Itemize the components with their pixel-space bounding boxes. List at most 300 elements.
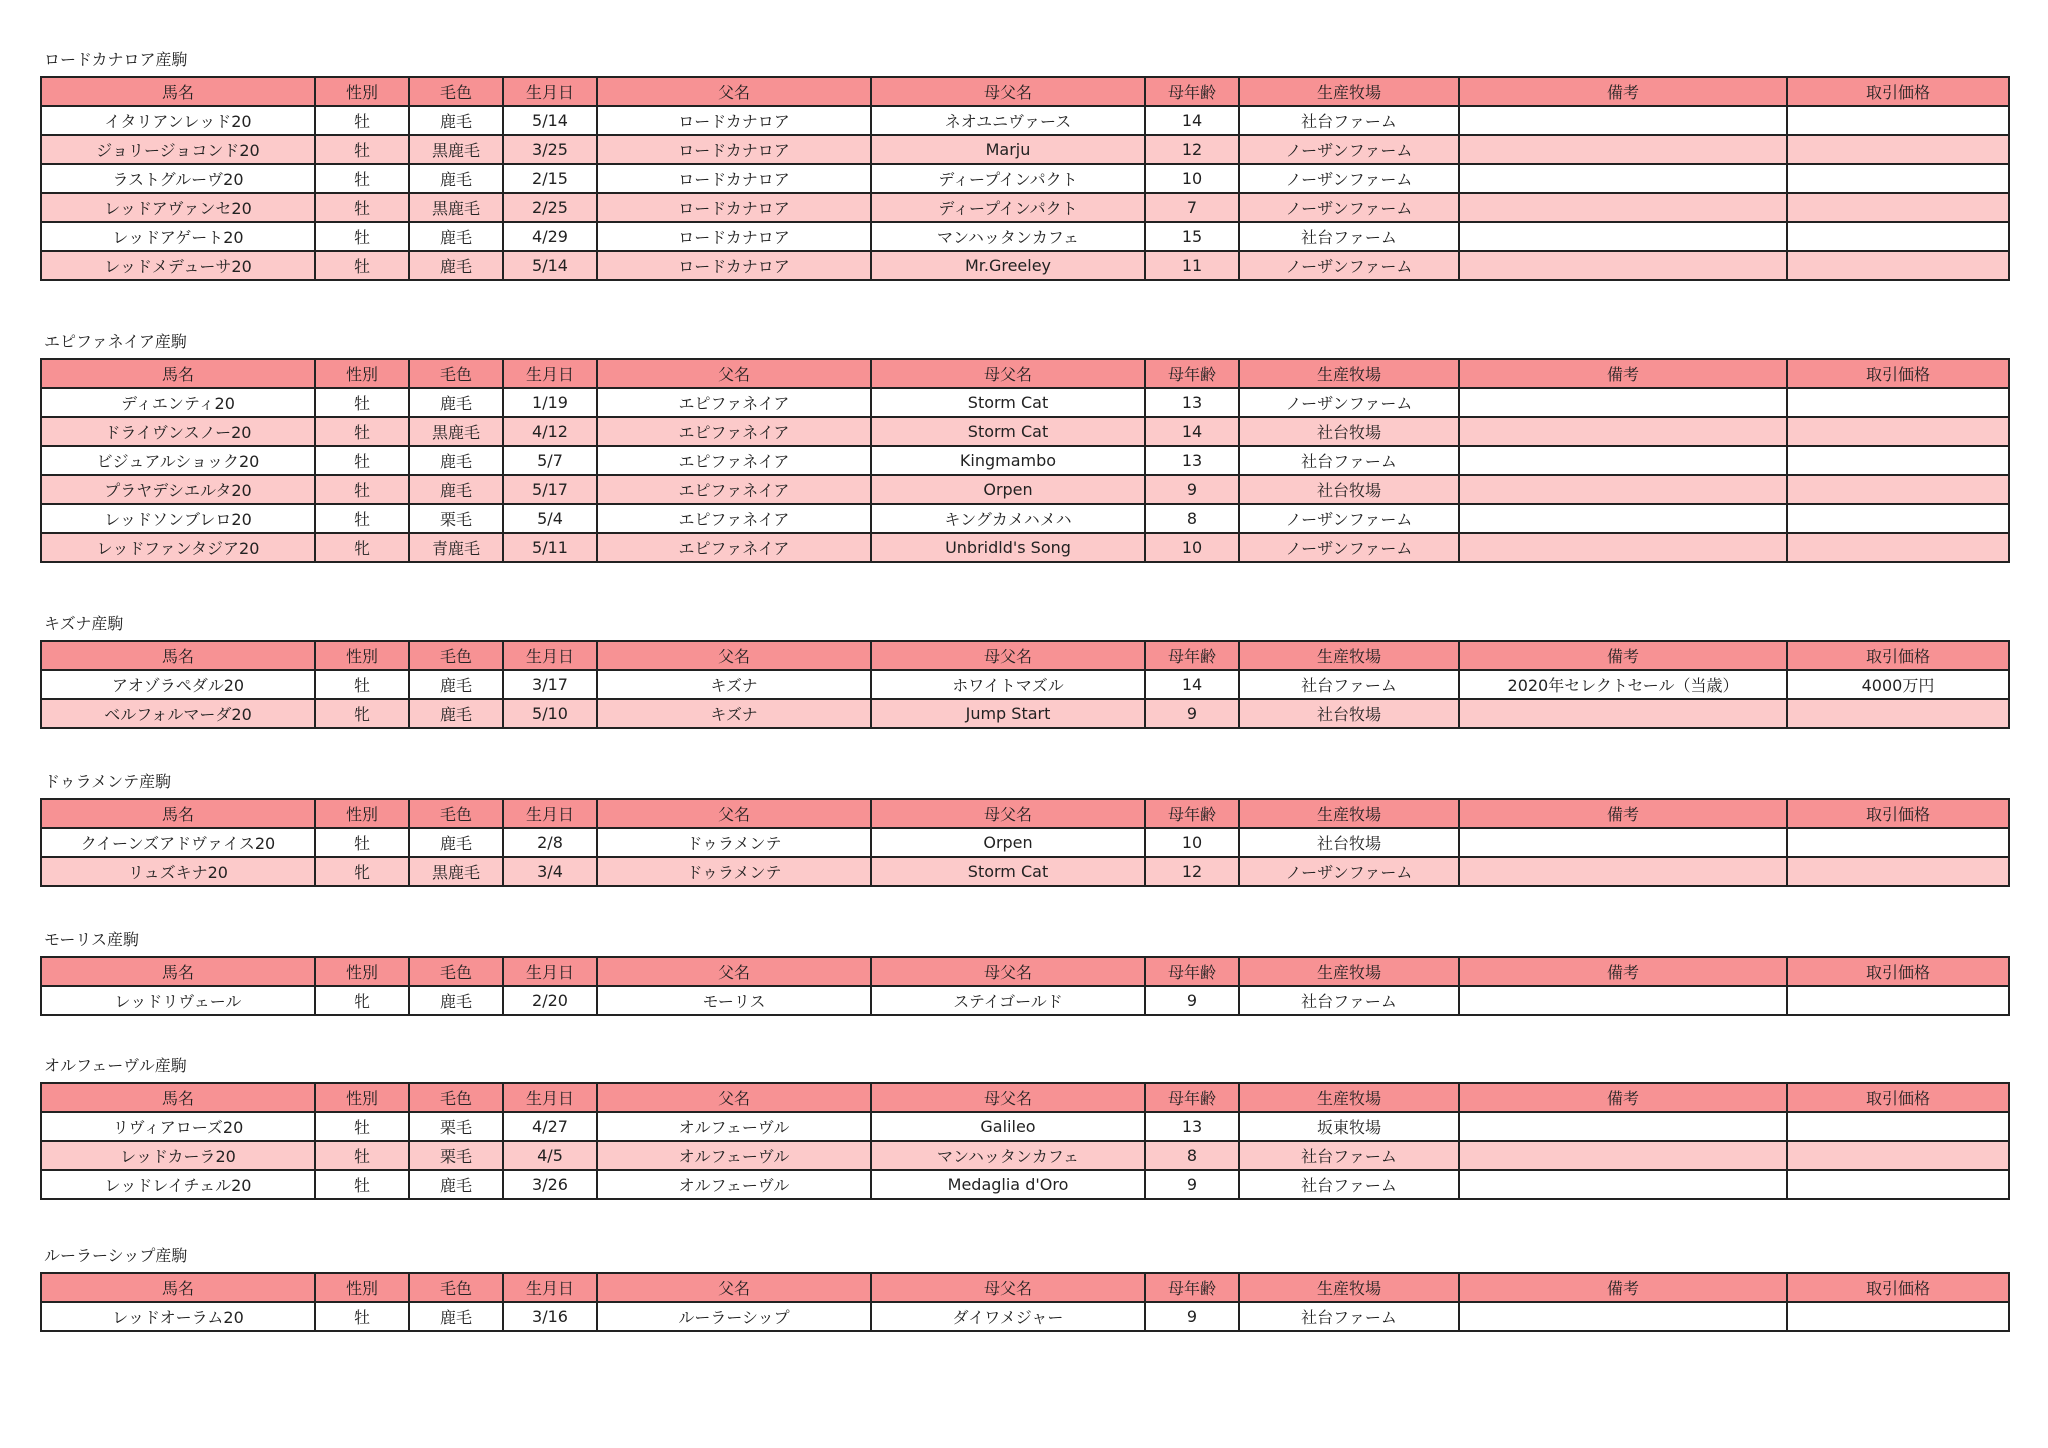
cell-horse-name: レッドソンブレロ20 — [41, 504, 315, 533]
column-header-birth-date: 生月日 — [503, 359, 597, 388]
cell-remarks — [1459, 504, 1787, 533]
cell-coat-color: 鹿毛 — [409, 670, 503, 699]
column-header-horse-name: 馬名 — [41, 77, 315, 106]
column-header-price: 取引価格 — [1787, 1273, 2009, 1302]
cell-sex: 牡 — [315, 446, 409, 475]
cell-sex: 牡 — [315, 388, 409, 417]
column-header-breeder-farm: 生産牧場 — [1239, 77, 1459, 106]
column-header-sire: 父名 — [597, 77, 871, 106]
cell-dam-age: 9 — [1145, 1170, 1239, 1199]
cell-dam-sire: Storm Cat — [871, 857, 1145, 886]
column-header-breeder-farm: 生産牧場 — [1239, 641, 1459, 670]
header-row — [41, 1083, 2009, 1112]
column-header-birth-date: 生月日 — [503, 1273, 597, 1302]
cell-coat-color: 栗毛 — [409, 1112, 503, 1141]
cell-sex: 牡 — [315, 193, 409, 222]
column-header-coat-color: 毛色 — [409, 1273, 503, 1302]
cell-remarks — [1459, 135, 1787, 164]
cell-dam-age: 10 — [1145, 164, 1239, 193]
table-row — [41, 986, 2009, 1015]
cell-sex: 牡 — [315, 106, 409, 135]
cell-sire: ロードカナロア — [597, 106, 871, 135]
header-row — [41, 957, 2009, 986]
column-header-dam-age: 母年齢 — [1145, 799, 1239, 828]
table-row — [41, 533, 2009, 562]
cell-price — [1787, 193, 2009, 222]
column-header-sire: 父名 — [597, 1273, 871, 1302]
table-row — [41, 106, 2009, 135]
cell-coat-color: 青鹿毛 — [409, 533, 503, 562]
cell-remarks — [1459, 193, 1787, 222]
cell-remarks — [1459, 164, 1787, 193]
cell-sire: モーリス — [597, 986, 871, 1015]
cell-dam-sire: ダイワメジャー — [871, 1302, 1145, 1331]
section-title: キズナ産駒 — [44, 614, 124, 633]
sire-section — [40, 930, 2008, 1016]
cell-dam-sire: Mr.Greeley — [871, 251, 1145, 280]
cell-price — [1787, 1112, 2009, 1141]
column-header-horse-name: 馬名 — [41, 1273, 315, 1302]
table-row — [41, 388, 2009, 417]
cell-remarks — [1459, 533, 1787, 562]
column-header-remarks: 備考 — [1459, 1273, 1787, 1302]
cell-dam-age: 8 — [1145, 1141, 1239, 1170]
cell-dam-sire: Marju — [871, 135, 1145, 164]
cell-sex: 牡 — [315, 504, 409, 533]
cell-dam-age: 11 — [1145, 251, 1239, 280]
column-header-sex: 性別 — [315, 1083, 409, 1112]
cell-horse-name: ラストグルーヴ20 — [41, 164, 315, 193]
cell-dam-sire: マンハッタンカフェ — [871, 222, 1145, 251]
column-header-remarks: 備考 — [1459, 641, 1787, 670]
cell-price — [1787, 388, 2009, 417]
cell-price — [1787, 446, 2009, 475]
cell-dam-age: 7 — [1145, 193, 1239, 222]
cell-sire: キズナ — [597, 670, 871, 699]
column-header-breeder-farm: 生産牧場 — [1239, 957, 1459, 986]
cell-remarks — [1459, 417, 1787, 446]
cell-coat-color: 鹿毛 — [409, 106, 503, 135]
cell-price — [1787, 986, 2009, 1015]
column-header-horse-name: 馬名 — [41, 359, 315, 388]
cell-sex: 牡 — [315, 164, 409, 193]
column-header-birth-date: 生月日 — [503, 957, 597, 986]
cell-sex: 牡 — [315, 475, 409, 504]
cell-coat-color: 鹿毛 — [409, 986, 503, 1015]
cell-breeder-farm: ノーザンファーム — [1239, 857, 1459, 886]
column-header-birth-date: 生月日 — [503, 799, 597, 828]
cell-horse-name: クイーンズアドヴァイス20 — [41, 828, 315, 857]
cell-price — [1787, 504, 2009, 533]
cell-dam-sire: Medaglia d'Oro — [871, 1170, 1145, 1199]
column-header-dam-age: 母年齢 — [1145, 77, 1239, 106]
column-header-sire: 父名 — [597, 359, 871, 388]
column-header-breeder-farm: 生産牧場 — [1239, 799, 1459, 828]
cell-coat-color: 鹿毛 — [409, 388, 503, 417]
sire-section — [40, 332, 2008, 563]
cell-remarks — [1459, 251, 1787, 280]
cell-dam-age: 8 — [1145, 504, 1239, 533]
cell-remarks — [1459, 1302, 1787, 1331]
table-row — [41, 699, 2009, 728]
cell-dam-sire: Orpen — [871, 475, 1145, 504]
column-header-coat-color: 毛色 — [409, 641, 503, 670]
column-header-coat-color: 毛色 — [409, 77, 503, 106]
section-title: ドゥラメンテ産駒 — [44, 772, 172, 791]
column-header-sex: 性別 — [315, 359, 409, 388]
column-header-breeder-farm: 生産牧場 — [1239, 359, 1459, 388]
column-header-sex: 性別 — [315, 641, 409, 670]
cell-dam-age: 12 — [1145, 857, 1239, 886]
column-header-price: 取引価格 — [1787, 957, 2009, 986]
column-header-birth-date: 生月日 — [503, 77, 597, 106]
sire-section — [40, 50, 2008, 281]
cell-dam-age: 9 — [1145, 699, 1239, 728]
cell-dam-age: 14 — [1145, 106, 1239, 135]
cell-horse-name: ビジュアルショック20 — [41, 446, 315, 475]
column-header-horse-name: 馬名 — [41, 957, 315, 986]
cell-sire: ロードカナロア — [597, 222, 871, 251]
cell-birth-date: 5/17 — [503, 475, 597, 504]
table-row — [41, 222, 2009, 251]
cell-horse-name: レッドファンタジア20 — [41, 533, 315, 562]
cell-dam-sire: ステイゴールド — [871, 986, 1145, 1015]
cell-coat-color: 黒鹿毛 — [409, 193, 503, 222]
cell-sex: 牝 — [315, 986, 409, 1015]
cell-breeder-farm: 坂東牧場 — [1239, 1112, 1459, 1141]
cell-horse-name: レッドアヴァンセ20 — [41, 193, 315, 222]
cell-remarks — [1459, 1141, 1787, 1170]
offspring-table — [40, 956, 2010, 1016]
cell-dam-sire: ディープインパクト — [871, 193, 1145, 222]
cell-dam-age: 15 — [1145, 222, 1239, 251]
cell-sire: ロードカナロア — [597, 193, 871, 222]
cell-horse-name: プラヤデシエルタ20 — [41, 475, 315, 504]
cell-sire: キズナ — [597, 699, 871, 728]
column-header-dam-sire: 母父名 — [871, 799, 1145, 828]
cell-horse-name: レッドリヴェール — [41, 986, 315, 1015]
cell-breeder-farm: ノーザンファーム — [1239, 251, 1459, 280]
header-row — [41, 1273, 2009, 1302]
cell-sire: オルフェーヴル — [597, 1141, 871, 1170]
cell-breeder-farm: 社台ファーム — [1239, 1170, 1459, 1199]
cell-sex: 牡 — [315, 222, 409, 251]
cell-price — [1787, 164, 2009, 193]
cell-dam-age: 10 — [1145, 533, 1239, 562]
cell-dam-sire: マンハッタンカフェ — [871, 1141, 1145, 1170]
cell-breeder-farm: 社台ファーム — [1239, 1141, 1459, 1170]
cell-price — [1787, 1141, 2009, 1170]
header-row — [41, 77, 2009, 106]
column-header-dam-age: 母年齢 — [1145, 359, 1239, 388]
column-header-remarks: 備考 — [1459, 799, 1787, 828]
cell-sire: オルフェーヴル — [597, 1170, 871, 1199]
cell-price — [1787, 135, 2009, 164]
column-header-remarks: 備考 — [1459, 1083, 1787, 1112]
cell-sire: エピファネイア — [597, 533, 871, 562]
cell-remarks — [1459, 986, 1787, 1015]
cell-birth-date: 2/15 — [503, 164, 597, 193]
table-row — [41, 417, 2009, 446]
cell-sex: 牝 — [315, 857, 409, 886]
cell-dam-age: 13 — [1145, 1112, 1239, 1141]
offspring-table — [40, 76, 2010, 281]
cell-remarks — [1459, 222, 1787, 251]
cell-coat-color: 栗毛 — [409, 504, 503, 533]
cell-sire: エピファネイア — [597, 446, 871, 475]
sire-section — [40, 1056, 2008, 1200]
table-row — [41, 1112, 2009, 1141]
cell-price — [1787, 222, 2009, 251]
cell-birth-date: 4/29 — [503, 222, 597, 251]
table-row — [41, 446, 2009, 475]
column-header-sire: 父名 — [597, 799, 871, 828]
column-header-dam-sire: 母父名 — [871, 1273, 1145, 1302]
cell-breeder-farm: ノーザンファーム — [1239, 504, 1459, 533]
cell-birth-date: 4/12 — [503, 417, 597, 446]
cell-price — [1787, 533, 2009, 562]
column-header-sex: 性別 — [315, 1273, 409, 1302]
header-row — [41, 799, 2009, 828]
cell-sex: 牝 — [315, 699, 409, 728]
table-row — [41, 251, 2009, 280]
cell-birth-date: 3/16 — [503, 1302, 597, 1331]
table-row — [41, 1141, 2009, 1170]
cell-horse-name: リヴィアローズ20 — [41, 1112, 315, 1141]
cell-sire: ドゥラメンテ — [597, 828, 871, 857]
column-header-coat-color: 毛色 — [409, 359, 503, 388]
column-header-dam-sire: 母父名 — [871, 77, 1145, 106]
cell-sex: 牡 — [315, 1141, 409, 1170]
column-header-sex: 性別 — [315, 77, 409, 106]
cell-dam-age: 9 — [1145, 475, 1239, 504]
column-header-dam-age: 母年齢 — [1145, 1083, 1239, 1112]
cell-sex: 牡 — [315, 1170, 409, 1199]
cell-coat-color: 鹿毛 — [409, 1170, 503, 1199]
cell-dam-sire: Kingmambo — [871, 446, 1145, 475]
cell-sex: 牡 — [315, 417, 409, 446]
section-title: モーリス産駒 — [44, 930, 140, 949]
offspring-table — [40, 1082, 2010, 1200]
column-header-dam-sire: 母父名 — [871, 641, 1145, 670]
cell-sire: ルーラーシップ — [597, 1302, 871, 1331]
section-title: オルフェーヴル産駒 — [44, 1056, 187, 1075]
cell-breeder-farm: ノーザンファーム — [1239, 388, 1459, 417]
table-row — [41, 193, 2009, 222]
cell-horse-name: レッドカーラ20 — [41, 1141, 315, 1170]
cell-breeder-farm: 社台ファーム — [1239, 446, 1459, 475]
cell-horse-name: ドライヴンスノー20 — [41, 417, 315, 446]
cell-price — [1787, 251, 2009, 280]
cell-horse-name: ジョリージョコンド20 — [41, 135, 315, 164]
cell-dam-sire: Unbridld's Song — [871, 533, 1145, 562]
cell-sex: 牡 — [315, 828, 409, 857]
column-header-breeder-farm: 生産牧場 — [1239, 1083, 1459, 1112]
header-row — [41, 641, 2009, 670]
cell-price — [1787, 1170, 2009, 1199]
cell-breeder-farm: ノーザンファーム — [1239, 533, 1459, 562]
column-header-dam-age: 母年齢 — [1145, 641, 1239, 670]
cell-dam-age: 13 — [1145, 446, 1239, 475]
column-header-dam-sire: 母父名 — [871, 957, 1145, 986]
column-header-birth-date: 生月日 — [503, 1083, 597, 1112]
cell-breeder-farm: 社台牧場 — [1239, 699, 1459, 728]
column-header-breeder-farm: 生産牧場 — [1239, 1273, 1459, 1302]
cell-price — [1787, 828, 2009, 857]
cell-birth-date: 2/20 — [503, 986, 597, 1015]
cell-horse-name: ディエンティ20 — [41, 388, 315, 417]
cell-birth-date: 3/26 — [503, 1170, 597, 1199]
cell-dam-sire: Storm Cat — [871, 417, 1145, 446]
cell-birth-date: 3/25 — [503, 135, 597, 164]
cell-coat-color: 鹿毛 — [409, 828, 503, 857]
section-title: ルーラーシップ産駒 — [44, 1246, 188, 1265]
cell-breeder-farm: 社台牧場 — [1239, 828, 1459, 857]
cell-horse-name: リュズキナ20 — [41, 857, 315, 886]
table-row — [41, 504, 2009, 533]
cell-dam-sire: ネオユニヴァース — [871, 106, 1145, 135]
cell-sire: ロードカナロア — [597, 251, 871, 280]
cell-sex: 牡 — [315, 1302, 409, 1331]
column-header-price: 取引価格 — [1787, 77, 2009, 106]
section-title: ロードカナロア産駒 — [44, 50, 188, 69]
cell-breeder-farm: 社台ファーム — [1239, 1302, 1459, 1331]
cell-dam-age: 14 — [1145, 670, 1239, 699]
cell-birth-date: 5/14 — [503, 251, 597, 280]
cell-horse-name: レッドアゲート20 — [41, 222, 315, 251]
cell-birth-date: 5/10 — [503, 699, 597, 728]
column-header-coat-color: 毛色 — [409, 957, 503, 986]
cell-dam-sire: Storm Cat — [871, 388, 1145, 417]
sire-section — [40, 1246, 2008, 1332]
column-header-dam-sire: 母父名 — [871, 359, 1145, 388]
cell-breeder-farm: ノーザンファーム — [1239, 164, 1459, 193]
cell-horse-name: イタリアンレッド20 — [41, 106, 315, 135]
cell-price — [1787, 106, 2009, 135]
cell-dam-age: 14 — [1145, 417, 1239, 446]
cell-price — [1787, 475, 2009, 504]
table-row — [41, 475, 2009, 504]
cell-price — [1787, 699, 2009, 728]
cell-breeder-farm: 社台牧場 — [1239, 417, 1459, 446]
column-header-coat-color: 毛色 — [409, 1083, 503, 1112]
cell-birth-date: 5/11 — [503, 533, 597, 562]
table-row — [41, 670, 2009, 699]
cell-birth-date: 4/27 — [503, 1112, 597, 1141]
cell-coat-color: 黒鹿毛 — [409, 857, 503, 886]
cell-birth-date: 2/8 — [503, 828, 597, 857]
cell-birth-date: 5/14 — [503, 106, 597, 135]
cell-sire: エピファネイア — [597, 475, 871, 504]
cell-dam-sire: Galileo — [871, 1112, 1145, 1141]
cell-coat-color: 栗毛 — [409, 1141, 503, 1170]
cell-breeder-farm: ノーザンファーム — [1239, 135, 1459, 164]
table-row — [41, 135, 2009, 164]
column-header-horse-name: 馬名 — [41, 641, 315, 670]
cell-sex: 牡 — [315, 1112, 409, 1141]
cell-dam-sire: Orpen — [871, 828, 1145, 857]
cell-horse-name: レッドオーラム20 — [41, 1302, 315, 1331]
cell-sire: エピファネイア — [597, 504, 871, 533]
offspring-table — [40, 358, 2010, 563]
cell-breeder-farm: ノーザンファーム — [1239, 193, 1459, 222]
column-header-sire: 父名 — [597, 957, 871, 986]
column-header-birth-date: 生月日 — [503, 641, 597, 670]
cell-remarks — [1459, 475, 1787, 504]
cell-coat-color: 鹿毛 — [409, 446, 503, 475]
cell-sire: ロードカナロア — [597, 164, 871, 193]
column-header-price: 取引価格 — [1787, 1083, 2009, 1112]
table-row — [41, 1302, 2009, 1331]
table-row — [41, 164, 2009, 193]
offspring-table — [40, 1272, 2010, 1332]
cell-price — [1787, 417, 2009, 446]
table-row — [41, 828, 2009, 857]
cell-horse-name: アオゾラペダル20 — [41, 670, 315, 699]
column-header-price: 取引価格 — [1787, 359, 2009, 388]
cell-coat-color: 鹿毛 — [409, 699, 503, 728]
column-header-remarks: 備考 — [1459, 957, 1787, 986]
table-row — [41, 857, 2009, 886]
cell-dam-sire: ディープインパクト — [871, 164, 1145, 193]
cell-remarks — [1459, 446, 1787, 475]
cell-remarks: 2020年セレクトセール（当歳） — [1459, 670, 1787, 699]
cell-remarks — [1459, 699, 1787, 728]
column-header-sire: 父名 — [597, 641, 871, 670]
cell-sire: ロードカナロア — [597, 135, 871, 164]
column-header-remarks: 備考 — [1459, 359, 1787, 388]
cell-birth-date: 5/7 — [503, 446, 597, 475]
cell-dam-age: 9 — [1145, 1302, 1239, 1331]
cell-horse-name: ベルフォルマーダ20 — [41, 699, 315, 728]
cell-coat-color: 鹿毛 — [409, 164, 503, 193]
cell-remarks — [1459, 828, 1787, 857]
column-header-dam-age: 母年齢 — [1145, 1273, 1239, 1302]
cell-sex: 牡 — [315, 251, 409, 280]
column-header-remarks: 備考 — [1459, 77, 1787, 106]
cell-coat-color: 黒鹿毛 — [409, 417, 503, 446]
column-header-price: 取引価格 — [1787, 641, 2009, 670]
cell-price — [1787, 857, 2009, 886]
cell-dam-age: 9 — [1145, 986, 1239, 1015]
cell-dam-sire: ホワイトマズル — [871, 670, 1145, 699]
column-header-sex: 性別 — [315, 957, 409, 986]
offspring-table — [40, 798, 2010, 887]
column-header-dam-age: 母年齢 — [1145, 957, 1239, 986]
sire-section — [40, 772, 2008, 887]
cell-birth-date: 1/19 — [503, 388, 597, 417]
cell-dam-sire: Jump Start — [871, 699, 1145, 728]
cell-sire: オルフェーヴル — [597, 1112, 871, 1141]
column-header-sex: 性別 — [315, 799, 409, 828]
cell-price — [1787, 1302, 2009, 1331]
column-header-price: 取引価格 — [1787, 799, 2009, 828]
section-title: エピファネイア産駒 — [44, 332, 187, 351]
cell-sex: 牝 — [315, 533, 409, 562]
cell-dam-sire: キングカメハメハ — [871, 504, 1145, 533]
cell-dam-age: 13 — [1145, 388, 1239, 417]
cell-birth-date: 4/5 — [503, 1141, 597, 1170]
cell-remarks — [1459, 857, 1787, 886]
cell-sire: エピファネイア — [597, 388, 871, 417]
column-header-coat-color: 毛色 — [409, 799, 503, 828]
cell-breeder-farm: 社台ファーム — [1239, 106, 1459, 135]
column-header-horse-name: 馬名 — [41, 1083, 315, 1112]
sire-section — [40, 614, 2008, 729]
cell-price: 4000万円 — [1787, 670, 2009, 699]
cell-remarks — [1459, 1170, 1787, 1199]
cell-coat-color: 黒鹿毛 — [409, 135, 503, 164]
